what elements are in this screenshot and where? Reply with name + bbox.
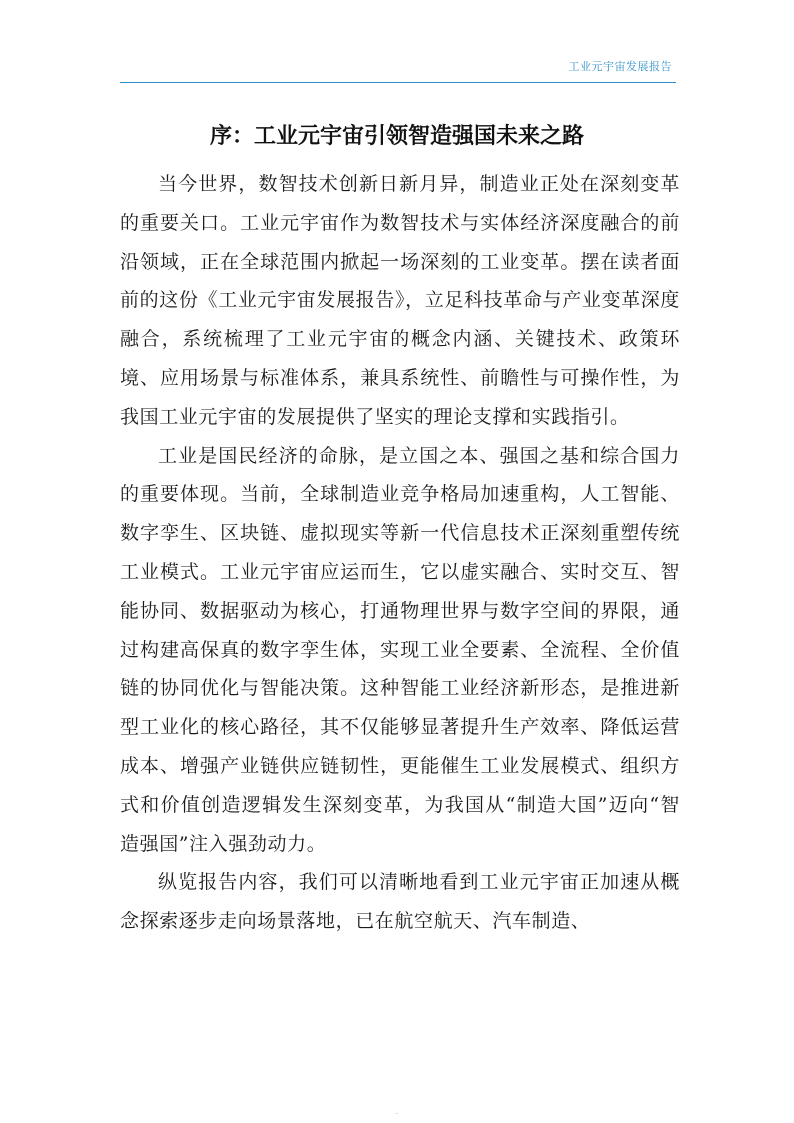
paragraph: 当今世界，数智技术创新日新月异，制造业正处在深刻变革的重要关口。工业元宇宙作为数智技术与实体经济深度融合的前沿领域，正在全球范围内掀起一场深刻的工业变革。摆在读者面前的这份《工业元宇宙发展报告》，立足科技革命与产业变革深度融合，系统梳理了工业元宇宙的概念内涵、关键技术、政策环境、应用场景与标准体系，兼具系统性、前瞻性与可操作性，为我国工业元宇宙的发展提供了坚实的理论支撑和实践指引。	[120, 173, 680, 428]
running-header-title: 工业元宇宙发展报告	[568, 60, 672, 73]
running-header	[120, 48, 676, 83]
body-text	[120, 165, 680, 941]
page-title: 序：工业元宇宙引领智造强国未来之路	[209, 123, 584, 149]
paragraph: 工业是国民经济的命脉，是立国之本、强国之基和综合国力的重要体现。当前，全球制造业竞争格局加速重构，人工智能、数字孪生、区块链、虚拟现实等新一代信息技术正深刻重塑传统工业模式。工业元宇宙应运而生，它以虚实融合、实时交互、智能协同、数据驱动为核心，打通物理世界与数字空间的界限，通过构建高保真的数字孪生体，实现工业全要素、全流程、全价值链的协同优化与智能决策。这种智能工业经济新形态，是推进新型工业化的核心路径，其不仅能够显著提升生产效率、降低运营成本、增强产业链供应链韧性，更能催生工业发展模式、组织方式和价值创造逻辑发生深刻变革，为我国从“制造大国”迈向“智造强国”注入强劲动力。	[120, 444, 680, 855]
page-number-mark: -	[395, 1110, 399, 1117]
paragraph: 纵览报告内容，我们可以清晰地看到工业元宇宙正加速从概念探索逐步走向场景落地，已在航空航天、汽车制造、	[120, 871, 680, 933]
